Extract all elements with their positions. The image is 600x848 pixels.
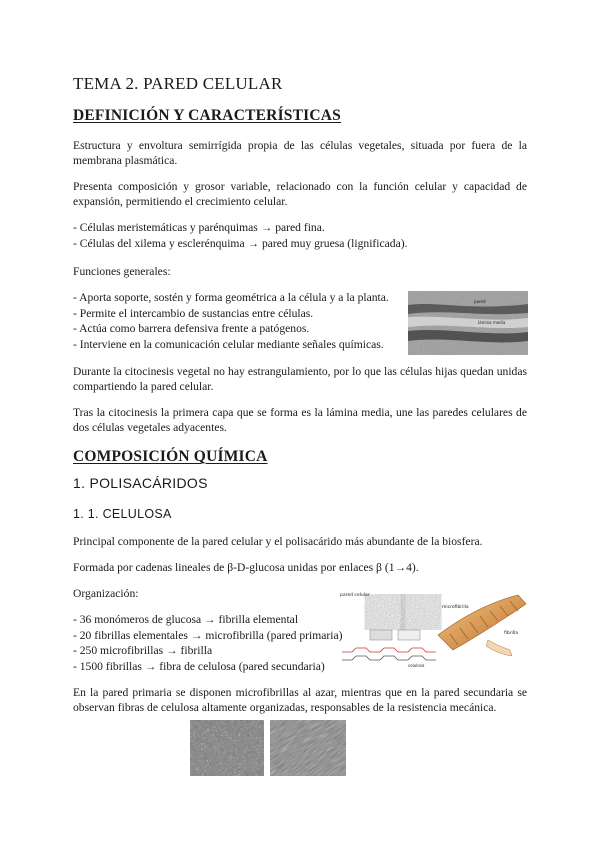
paragraph-definition: Estructura y envoltura semirrígida propia de las células vegetales, situada por fuera de la membrana plasmática. [73,139,527,167]
organization-item: - 20 fibrillas elementales → microfibrilla (pared primaria) [73,629,343,642]
label-microfibril: microfibrilla [442,605,469,610]
label-fibril: fibrilla [504,631,519,636]
label-cell-wall: pared celular [340,593,370,598]
organization-item: - 1500 fibrillas → fibra de celulosa (pared secundaria) [73,660,325,673]
list-item: - Células del xilema y esclerénquima → pared muy gruesa (lignificada). [73,237,408,250]
paragraph-composition-variable: Presenta composición y grosor variable, relacionado con la función celular y capacidad de expansión, permitiendo el crecimiento celular. [73,180,527,208]
svg-text:lámina media: lámina media [478,320,506,325]
paragraph-cellulose-main: Principal componente de la pared celular y el polisacárido más abundante de la biosfera. [73,535,483,548]
subheading-cellulose: 1. 1. CELULOSA [73,507,172,521]
function-item: - Interviene en la comunicación celular mediante señales químicas. [73,338,384,351]
function-item: - Actúa como barrera defensiva frente a patógenos. [73,322,310,335]
label-cellulose: celulosa [408,663,425,668]
organization-label: Organización: [73,587,139,600]
functions-label: Funciones generales: [73,265,171,278]
cellulose-structure-figure [338,590,528,670]
secondary-wall-micrograph [270,720,346,776]
organization-item: - 250 microfibrillas → fibrilla [73,644,213,657]
primary-wall-micrograph [190,720,264,776]
subheading-polysaccharides: 1. POLISACÁRIDOS [73,475,208,491]
list-item: - Células meristemáticas y parénquimas → pared fina. [73,221,325,234]
page-title: TEMA 2. PARED CELULAR [73,74,283,93]
section-heading-definition: DEFINICIÓN Y CARACTERÍSTICAS [73,107,341,124]
paragraph-cytokinesis: Durante la citocinesis vegetal no hay estrangulamiento, por lo que las células hijas quedan unidas compartiendo la pared celular. [73,365,527,393]
organization-item: - 36 monómeros de glucosa → fibrilla elemental [73,613,299,626]
function-item: - Aporta soporte, sostén y forma geométrica a la célula y a la planta. [73,291,389,304]
paragraph-middle-lamella: Tras la citocinesis la primera capa que se forma es la lámina media, une las paredes celulares de dos células vegetales adyacentes. [73,406,527,434]
function-item: - Permite el intercambio de sustancias entre células. [73,307,314,320]
cell-wall-micrograph [408,291,528,355]
svg-text:pared: pared [474,299,486,304]
paragraph-cellulose-chains: Formada por cadenas lineales de β-D-glucosa unidas por enlaces β (1→4). [73,561,419,574]
section-heading-chemical-composition: COMPOSICIÓN QUÍMICA [73,448,268,465]
paragraph-wall-fibers: En la pared primaria se disponen microfibrillas al azar, mientras que en la pared secundaria se observan fibras de celulosa altamente organizadas, responsables de la resistencia mecánica. [73,686,527,714]
